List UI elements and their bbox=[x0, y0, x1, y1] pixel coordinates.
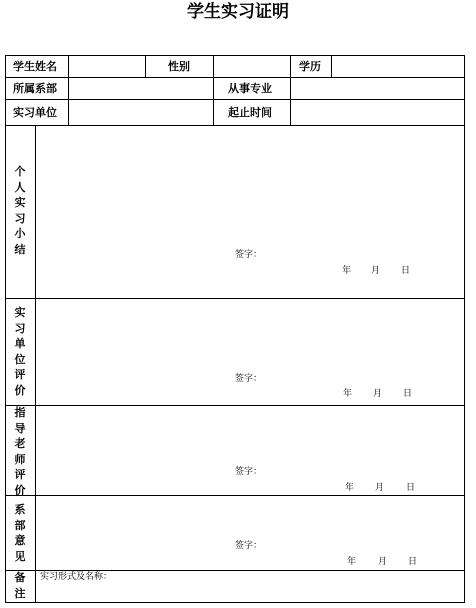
section-divider bbox=[5, 405, 465, 406]
department-field[interactable] bbox=[69, 78, 213, 99]
unit-evaluation-label: 实习单位评价 bbox=[14, 306, 26, 397]
period-label: 起止时间 bbox=[228, 106, 272, 119]
unit-evaluation-sign-label: 签字： bbox=[235, 374, 263, 384]
certificate-table bbox=[5, 55, 465, 603]
teacher-evaluation-sign-label: 签字： bbox=[235, 467, 263, 477]
table-border-bottom bbox=[5, 602, 465, 603]
period-field[interactable] bbox=[291, 100, 464, 125]
section-divider bbox=[5, 570, 465, 571]
section-divider bbox=[5, 495, 465, 496]
department-opinion-label: 系部意见 bbox=[14, 503, 26, 563]
personal-summary-sign-label: 签字： bbox=[235, 250, 263, 260]
gender-label: 性别 bbox=[168, 60, 190, 73]
teacher-evaluation-day: 日 bbox=[406, 483, 416, 493]
teacher-evaluation-month: 月 bbox=[375, 483, 385, 493]
internship-unit-field[interactable] bbox=[69, 100, 213, 125]
department-opinion-day: 日 bbox=[408, 557, 418, 567]
label-column-divider bbox=[35, 125, 36, 603]
education-field[interactable] bbox=[332, 56, 464, 77]
table-border-left bbox=[5, 55, 6, 603]
major-field[interactable] bbox=[291, 78, 464, 99]
internship-unit-label: 实习单位 bbox=[13, 106, 57, 119]
page-title: 学生实习证明 bbox=[187, 2, 289, 22]
table-border-right bbox=[464, 55, 465, 603]
student-name-label: 学生姓名 bbox=[13, 60, 57, 73]
major-label: 从事专业 bbox=[228, 82, 272, 95]
teacher-evaluation-label: 指导老师评价 bbox=[14, 406, 26, 497]
unit-evaluation-month: 月 bbox=[373, 389, 383, 399]
personal-summary-day: 日 bbox=[401, 266, 411, 276]
education-label: 学历 bbox=[299, 60, 321, 73]
personal-summary-label: 个人实习小结 bbox=[14, 165, 26, 256]
teacher-evaluation-year: 年 bbox=[345, 483, 355, 493]
student-name-field[interactable] bbox=[69, 56, 145, 77]
department-opinion-month: 月 bbox=[378, 557, 388, 567]
gender-field[interactable] bbox=[214, 56, 290, 77]
section-divider bbox=[5, 298, 465, 299]
department-opinion-sign-label: 签字： bbox=[235, 541, 263, 551]
notes-label: 备注 bbox=[14, 571, 26, 600]
unit-evaluation-day: 日 bbox=[403, 389, 413, 399]
personal-summary-year: 年 bbox=[342, 266, 352, 276]
unit-evaluation-year: 年 bbox=[343, 389, 353, 399]
column-divider bbox=[145, 55, 146, 77]
department-opinion-year: 年 bbox=[347, 557, 357, 567]
notes-text: 实习形式及名称： bbox=[40, 572, 113, 582]
department-label: 所属系部 bbox=[13, 82, 57, 95]
personal-summary-month: 月 bbox=[371, 266, 381, 276]
row-divider bbox=[5, 125, 465, 126]
